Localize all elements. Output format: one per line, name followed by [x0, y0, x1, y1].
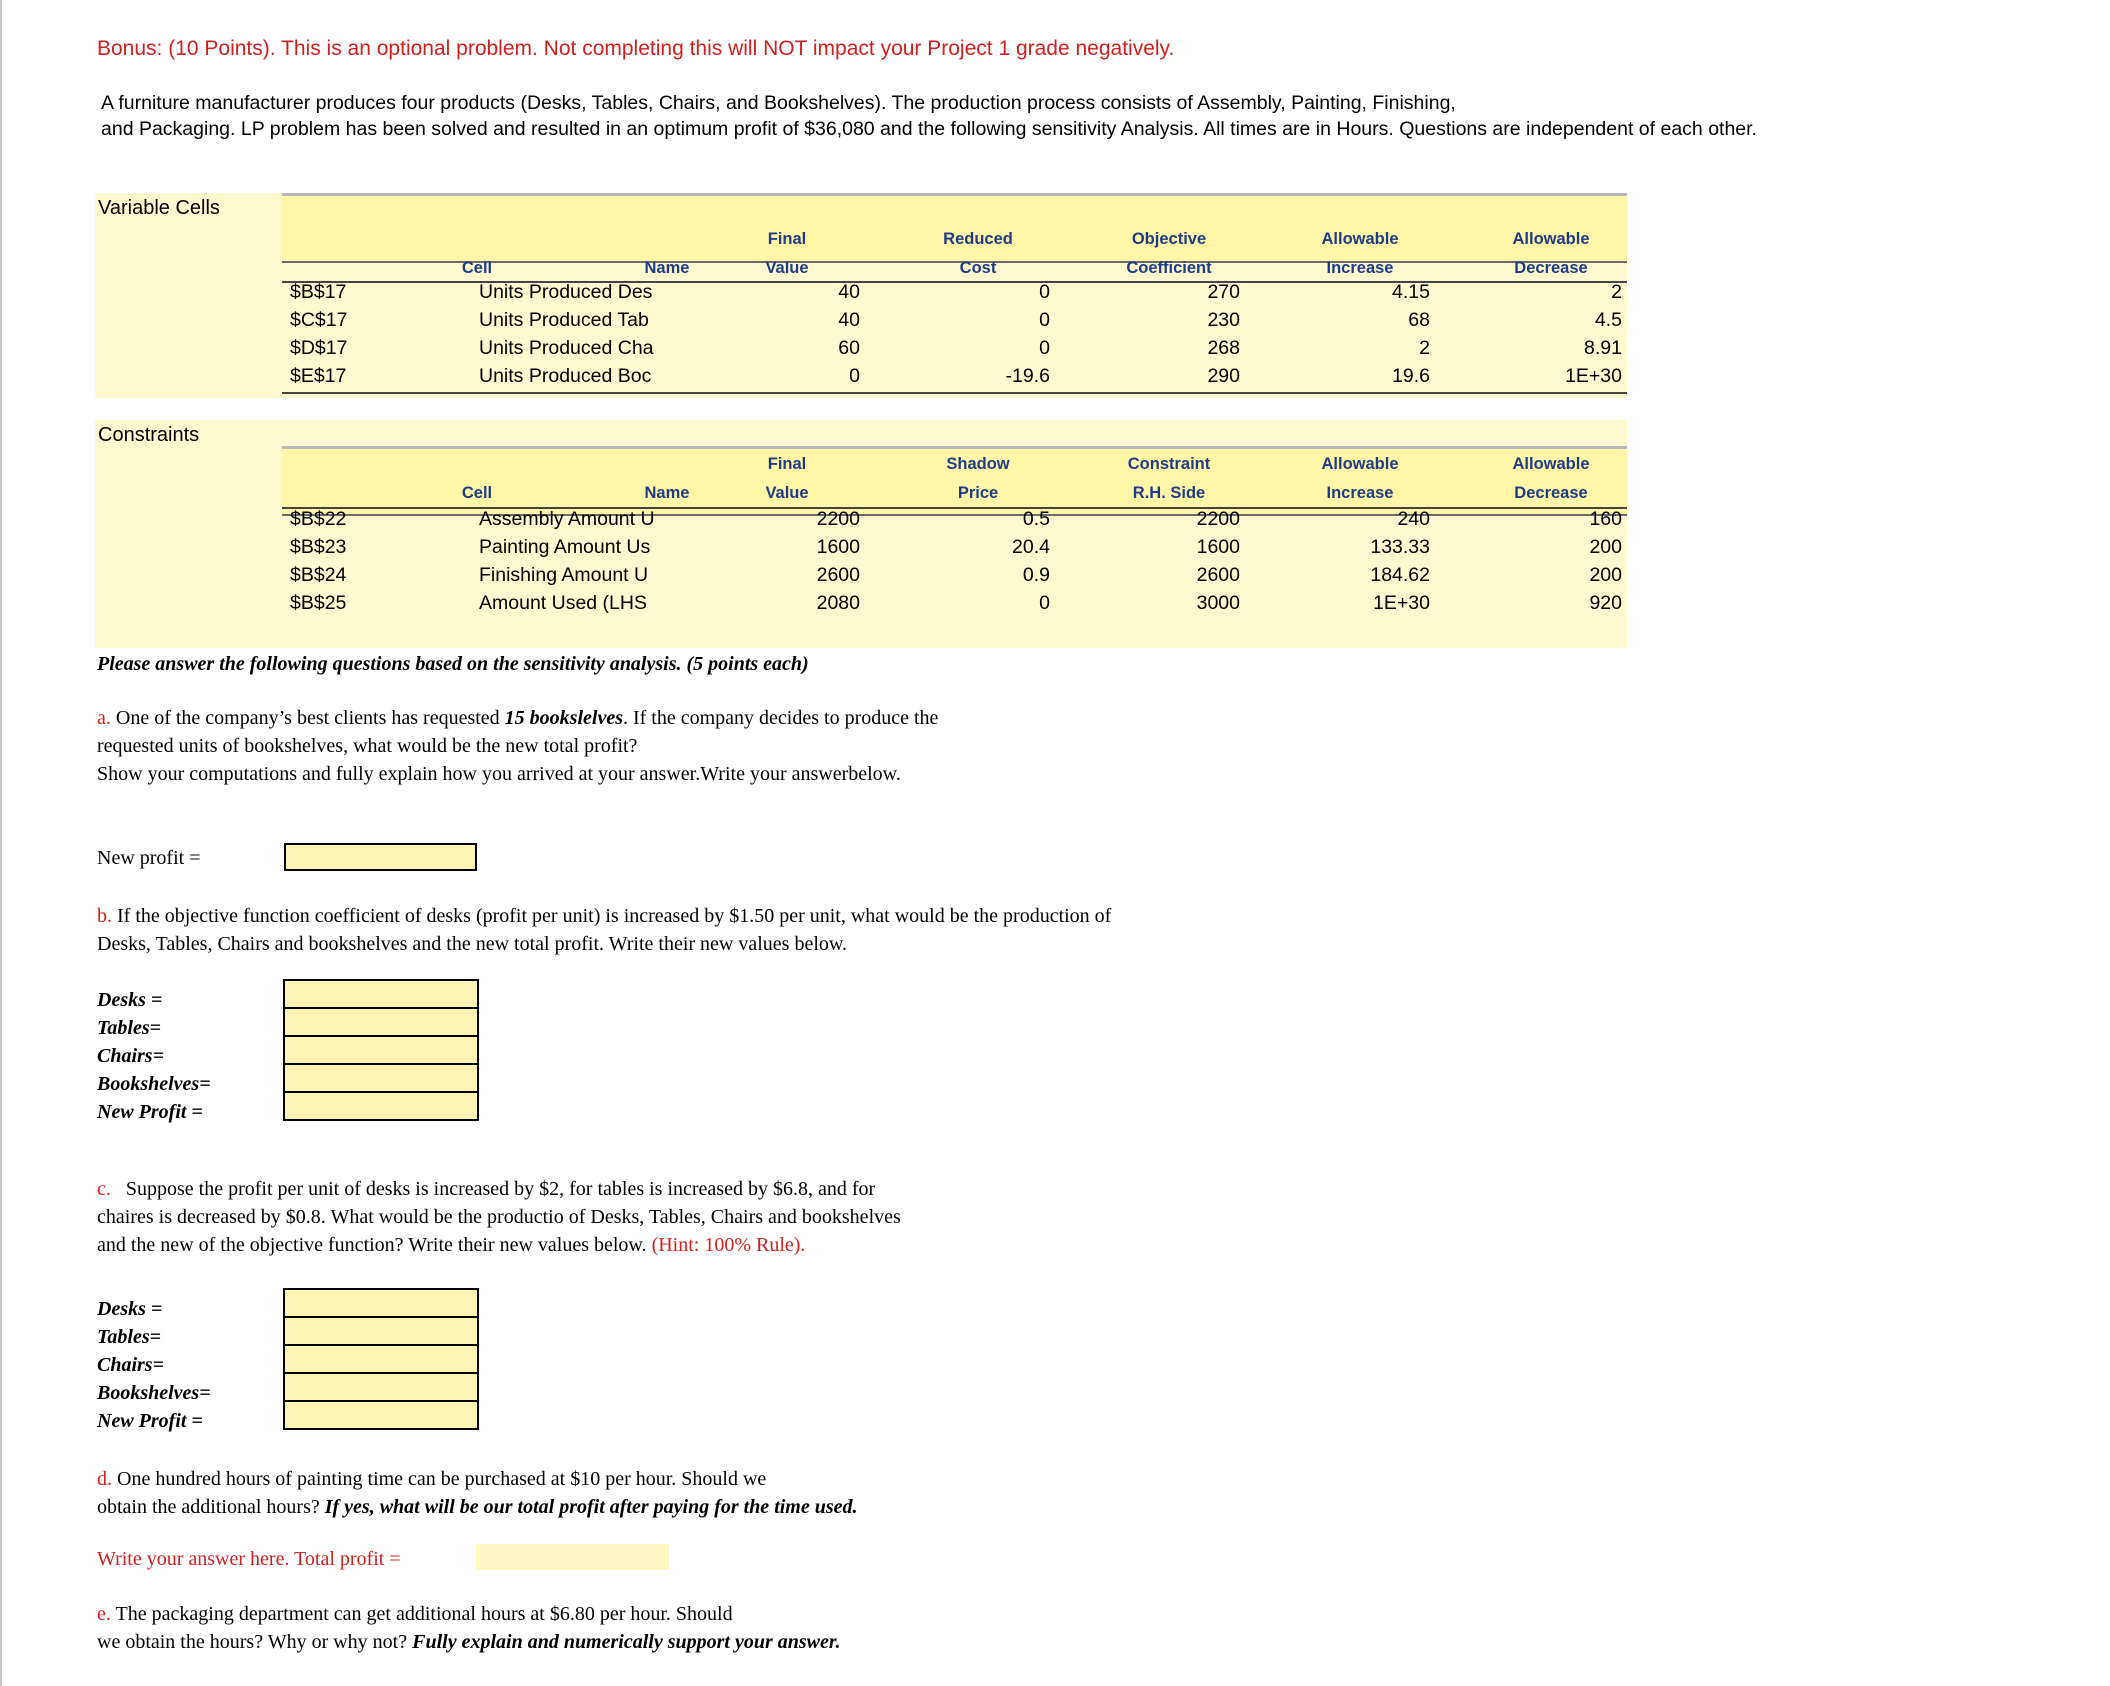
hint-text: (Hint: 100% Rule). [651, 1234, 806, 1256]
col-header-name: Name [644, 484, 690, 502]
cell-shadow-price: 0.5 [1022, 508, 1050, 530]
answer-label-chairs: Chairs= [97, 1045, 164, 1067]
instruction-text: Please answer the following questions based on the sensitivity analysis. (5 points each) [97, 653, 809, 675]
col-header-allowable-dec: Allowable [1512, 230, 1590, 248]
constraints-label: Constraints [98, 424, 200, 446]
cell-decrease: 8.91 [1584, 337, 1622, 359]
cell-increase: 1E+30 [1373, 592, 1430, 614]
cell-objective: 290 [1207, 365, 1240, 387]
col-header-allowable-dec: Allowable [1512, 455, 1590, 473]
cell-ref: $D$17 [290, 337, 348, 359]
answer-label-new-profit: New Profit = [97, 1101, 203, 1123]
cell-rhs: 2200 [1196, 508, 1240, 530]
answer-cell-chairs[interactable] [285, 1037, 477, 1065]
question-b-line-2: Desks, Tables, Chairs and bookshelves and the new total profit. Write their new values below. [97, 933, 848, 955]
cell-name: Finishing Amount U [479, 564, 649, 586]
answer-label-tables: Tables= [97, 1326, 161, 1348]
cell-increase: 19.6 [1392, 365, 1430, 387]
question-b-letter: b. [97, 905, 112, 927]
col-header-cell: Cell [461, 484, 493, 502]
new-profit-input[interactable] [284, 843, 477, 871]
answer-label-desks: Desks = [97, 989, 163, 1011]
table-bottom-rule [282, 392, 1627, 394]
intro-line-2: and Packaging. LP problem has been solved and resulted in an optimum profit of $36,080 and the following sensitivity Analysis. All times are in Hours. Questions are independent of each other. [101, 118, 1757, 140]
cell-ref: $B$24 [290, 564, 347, 586]
answer-cell-tables[interactable] [285, 1318, 477, 1346]
cell-decrease: 1E+30 [1565, 365, 1622, 387]
cell-reduced-cost: 0 [1039, 281, 1050, 303]
question-e-line-2: we obtain the hours? Why or why not? Fully explain and numerically support your answer. [97, 1631, 841, 1653]
cell-value: 0 [849, 365, 860, 387]
cell-name: Units Produced Cha [479, 337, 654, 359]
cell-shadow-price: 0 [1039, 592, 1050, 614]
question-d-line-1: d. One hundred hours of painting time can be purchased at $10 per hour. Should we [97, 1468, 767, 1490]
cell-ref: $B$17 [290, 281, 347, 303]
answer-label-bookshelves: Bookshelves= [97, 1382, 211, 1404]
col-header-increase: Increase [1326, 259, 1394, 277]
cell-rhs: 3000 [1196, 592, 1240, 614]
cell-increase: 4.15 [1392, 281, 1430, 303]
cell-value: 60 [838, 337, 860, 359]
cell-value: 2080 [816, 592, 860, 614]
answer-cell-chairs[interactable] [285, 1346, 477, 1374]
col-header-reduced: Reduced [943, 230, 1013, 248]
cell-name: Painting Amount Us [479, 536, 651, 558]
write-answer-prompt: Write your answer here. Total profit = [97, 1548, 401, 1570]
cell-increase: 240 [1397, 508, 1430, 530]
answer-grid-b [283, 979, 479, 1121]
answer-label-chairs: Chairs= [97, 1354, 164, 1376]
question-d-line-2: obtain the additional hours? If yes, what will be our total profit after paying for the time used. [97, 1496, 858, 1518]
cell-reduced-cost: -19.6 [1005, 365, 1050, 387]
cell-ref: $E$17 [290, 365, 347, 387]
col-header-decrease: Decrease [1514, 259, 1588, 277]
answer-label-bookshelves: Bookshelves= [97, 1073, 211, 1095]
cell-shadow-price: 20.4 [1012, 536, 1050, 558]
cell-increase: 184.62 [1370, 564, 1430, 586]
variable-cells-label: Variable Cells [98, 197, 220, 219]
cell-value: 40 [838, 281, 860, 303]
question-d-letter: d. [97, 1468, 112, 1490]
answer-label-tables: Tables= [97, 1017, 161, 1039]
cell-ref: $B$22 [290, 508, 347, 530]
total-profit-input[interactable] [476, 1544, 669, 1570]
answer-label-desks: Desks = [97, 1298, 163, 1320]
page-left-border [0, 0, 2, 1686]
col-header-shadow: Shadow [946, 455, 1010, 473]
question-c-line-1: c. Suppose the profit per unit of desks is increased by $2, for tables is increased by $6.8, and for [97, 1178, 876, 1200]
cell-decrease: 160 [1589, 508, 1622, 530]
bonus-heading: Bonus: (10 Points). This is an optional problem. Not completing this will NOT impact your Project 1 grade negatively. [97, 37, 1175, 60]
col-header-final: Final [767, 230, 807, 248]
cell-reduced-cost: 0 [1039, 309, 1050, 331]
col-header-cell: Cell [461, 259, 493, 277]
answer-cell-bookshelves[interactable] [285, 1374, 477, 1402]
cell-value: 40 [838, 309, 860, 331]
cell-name: Units Produced Des [479, 281, 653, 303]
col-header-decrease: Decrease [1514, 484, 1588, 502]
cell-ref: $B$25 [290, 592, 347, 614]
col-header-constraint: Constraint [1127, 455, 1211, 473]
answer-cell-new-profit[interactable] [285, 1402, 477, 1428]
answer-cell-new-profit[interactable] [285, 1093, 477, 1119]
cell-decrease: 200 [1589, 564, 1622, 586]
cell-value: 2200 [816, 508, 860, 530]
variable-cells-panel [95, 193, 1627, 398]
answer-cell-desks[interactable] [285, 1290, 477, 1318]
intro-line-1: A furniture manufacturer produces four products (Desks, Tables, Chairs, and Bookshelves). The production process consists of Assembly, Painting, Finishing, [101, 92, 1456, 114]
col-header-coefficient: Coefficient [1126, 259, 1212, 277]
cell-name: Amount Used (LHS [479, 592, 647, 614]
cell-ref: $C$17 [290, 309, 348, 331]
answer-label-new-profit: New Profit = [97, 1410, 203, 1432]
question-c-line-3: and the new of the objective function? Write their new values below. (Hint: 100% Rule). [97, 1234, 806, 1256]
cell-decrease: 4.5 [1594, 309, 1622, 331]
col-header-final: Final [767, 455, 807, 473]
question-a-line-1: a. One of the company’s best clients has requested 15 bookslelves. If the company decides to produce the [97, 707, 939, 729]
cell-objective: 268 [1207, 337, 1240, 359]
cell-increase: 2 [1419, 337, 1430, 359]
question-a-line-2: requested units of bookshelves, what would be the new total profit? [97, 735, 638, 757]
col-header-value: Value [765, 484, 809, 502]
cell-name: Units Produced Boc [479, 365, 652, 387]
cell-name: Assembly Amount U [479, 508, 655, 530]
cell-value: 1600 [816, 536, 860, 558]
cell-increase: 68 [1408, 309, 1430, 331]
cell-objective: 270 [1207, 281, 1240, 303]
cell-increase: 133.33 [1370, 536, 1430, 558]
cell-shadow-price: 0.9 [1022, 564, 1050, 586]
answer-cell-tables[interactable] [285, 1009, 477, 1037]
col-header-cost: Cost [959, 259, 997, 277]
answer-cell-bookshelves[interactable] [285, 1065, 477, 1093]
answer-grid-c [283, 1288, 479, 1430]
col-header-allowable-inc: Allowable [1321, 455, 1399, 473]
question-b-line-1: b. If the objective function coefficient of desks (profit per unit) is increased by $1.50 per unit, what would be the production of [97, 905, 1112, 927]
answer-cell-desks[interactable] [285, 981, 477, 1009]
cell-ref: $B$23 [290, 536, 347, 558]
cell-value: 2600 [816, 564, 860, 586]
question-a-letter: a. [97, 707, 111, 729]
col-header-rhs: R.H. Side [1132, 484, 1206, 502]
constraints-panel [95, 420, 1627, 648]
col-header-increase: Increase [1326, 484, 1394, 502]
cell-name: Units Produced Tab [479, 309, 649, 331]
question-e-line-1: e. The packaging department can get additional hours at $6.80 per hour. Should [97, 1603, 733, 1625]
cell-decrease: 2 [1611, 281, 1622, 303]
cell-objective: 230 [1207, 309, 1240, 331]
col-header-name: Name [644, 259, 690, 277]
cell-decrease: 920 [1589, 592, 1622, 614]
col-header-value: Value [765, 259, 809, 277]
col-header-allowable-inc: Allowable [1321, 230, 1399, 248]
new-profit-label: New profit = [97, 847, 201, 869]
question-e-letter: e. [97, 1603, 111, 1625]
cell-reduced-cost: 0 [1039, 337, 1050, 359]
variable-cells-header-band [282, 193, 1627, 263]
col-header-price: Price [957, 484, 999, 502]
cell-rhs: 1600 [1196, 536, 1240, 558]
cell-rhs: 2600 [1196, 564, 1240, 586]
question-c-letter: c. [97, 1178, 111, 1200]
question-a-line-3: Show your computations and fully explain how you arrived at your answer.Write your answerbelow. [97, 763, 901, 785]
col-header-objective: Objective [1131, 230, 1207, 248]
cell-decrease: 200 [1589, 536, 1622, 558]
question-c-line-2: chaires is decreased by $0.8. What would be the productio of Desks, Tables, Chairs and bookshelves [97, 1206, 901, 1228]
